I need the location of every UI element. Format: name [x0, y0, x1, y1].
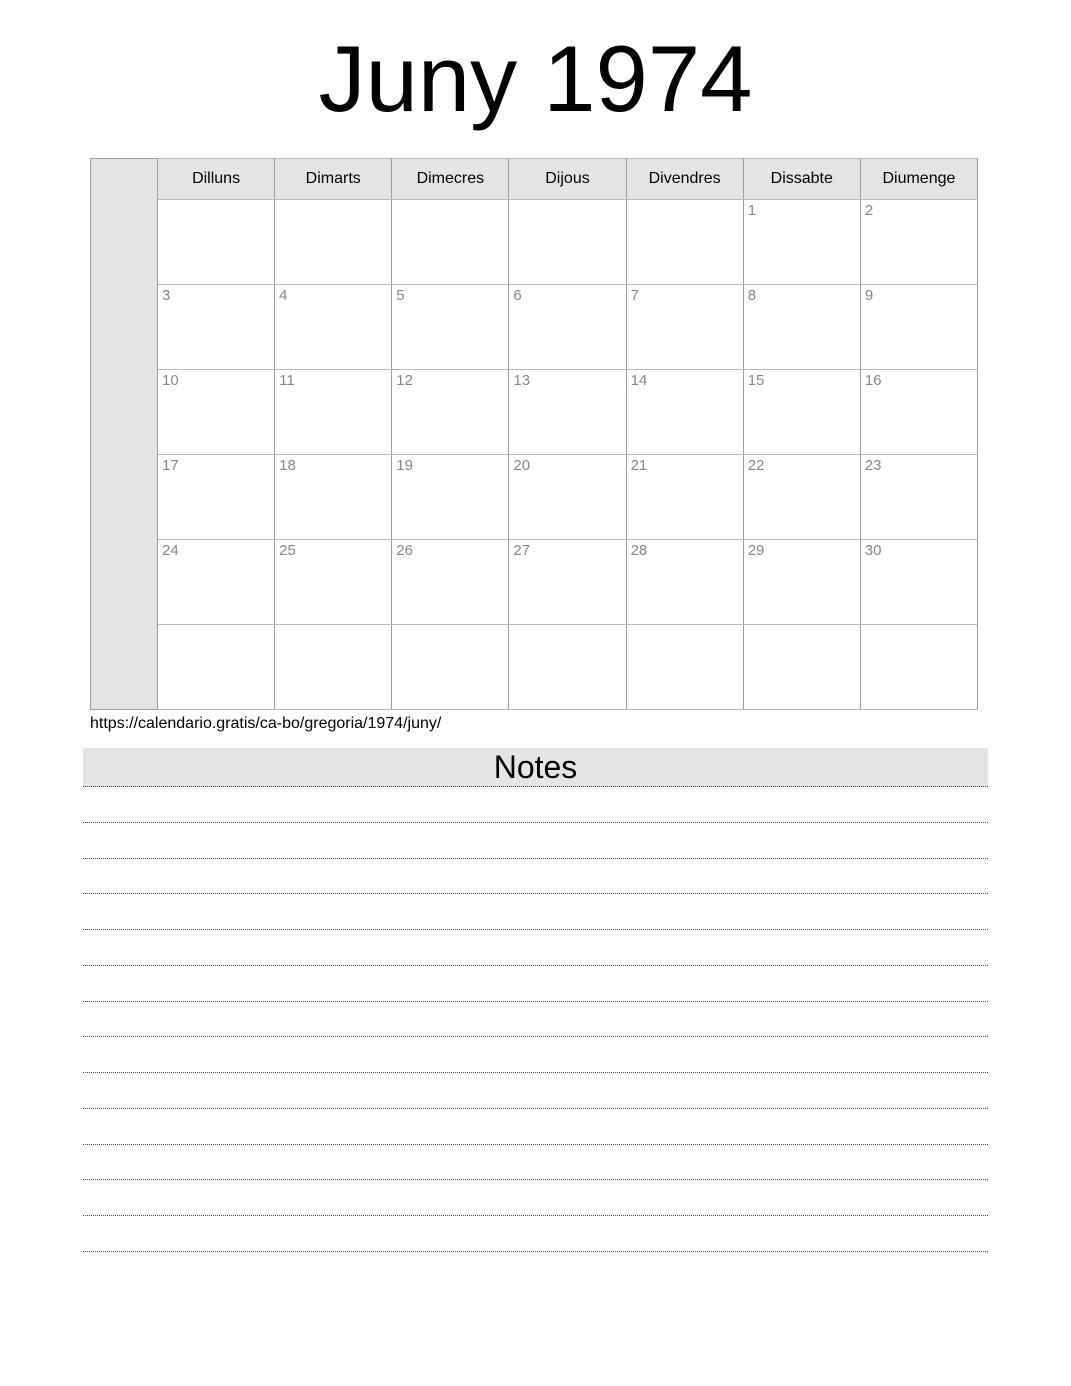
notes-ruled-line: [83, 1037, 988, 1073]
notes-header-bar: [83, 748, 988, 787]
weekday-header-thursday: Dijous: [509, 159, 626, 200]
weekday-header-monday: Dilluns: [158, 159, 275, 200]
weekday-header-friday: Divendres: [626, 159, 743, 200]
weekday-header-row: [91, 159, 978, 200]
notes-ruled-line: [83, 966, 988, 1002]
day-cell: 1: [743, 200, 860, 285]
day-cell: 20: [509, 455, 626, 540]
notes-ruled-line: [83, 823, 988, 859]
day-cell: 12: [392, 370, 509, 455]
notes-ruled-line: [83, 1216, 988, 1252]
day-cell: 29: [743, 540, 860, 625]
notes-ruled-line: [83, 787, 988, 823]
day-cell: 26: [392, 540, 509, 625]
day-cell: 24: [158, 540, 275, 625]
day-cell: 13: [509, 370, 626, 455]
day-cell: [392, 625, 509, 710]
source-url-text: https://calendario.gratis/ca-bo/gregoria/1974/juny/: [90, 715, 442, 732]
day-cell: [626, 200, 743, 285]
page-title: Juny 1974: [318, 26, 753, 131]
day-cell: 23: [860, 455, 977, 540]
notes-ruled-line: [83, 1145, 988, 1181]
day-cell: 22: [743, 455, 860, 540]
day-cell: 19: [392, 455, 509, 540]
day-cell: [743, 625, 860, 710]
day-cell: [158, 200, 275, 285]
day-cell: 5: [392, 285, 509, 370]
calendar-table: [90, 158, 978, 710]
notes-title: Notes: [493, 749, 578, 785]
notes-ruled-line: [83, 1109, 988, 1145]
day-cell: 21: [626, 455, 743, 540]
notes-ruled-line: [83, 1002, 988, 1038]
day-cell: 14: [626, 370, 743, 455]
day-cell: 2: [860, 200, 977, 285]
calendar-left-spacer: [91, 159, 158, 710]
day-cell: 8: [743, 285, 860, 370]
day-cell: 30: [860, 540, 977, 625]
day-cell: 17: [158, 455, 275, 540]
notes-ruled-line: [83, 894, 988, 930]
day-cell: [860, 625, 977, 710]
weekday-header-tuesday: Dimarts: [275, 159, 392, 200]
day-cell: 15: [743, 370, 860, 455]
day-cell: 28: [626, 540, 743, 625]
calendar-week-row: [91, 540, 978, 625]
calendar-week-row: [91, 285, 978, 370]
notes-lines-area: [83, 787, 988, 1252]
day-cell: 18: [275, 455, 392, 540]
calendar-week-row: [91, 370, 978, 455]
notes-ruled-line: [83, 1180, 988, 1216]
day-cell: [275, 625, 392, 710]
weekday-header-saturday: Dissabte: [743, 159, 860, 200]
day-cell: [392, 200, 509, 285]
day-cell: 3: [158, 285, 275, 370]
day-cell: 6: [509, 285, 626, 370]
calendar-week-row-empty: [91, 625, 978, 710]
calendar-week-row: [91, 200, 978, 285]
notes-ruled-line: [83, 859, 988, 895]
day-cell: [626, 625, 743, 710]
day-cell: 27: [509, 540, 626, 625]
calendar-week-row: [91, 455, 978, 540]
day-cell: 7: [626, 285, 743, 370]
notes-ruled-line: [83, 930, 988, 966]
notes-ruled-line: [83, 1073, 988, 1109]
day-cell: [509, 200, 626, 285]
day-cell: 9: [860, 285, 977, 370]
day-cell: 11: [275, 370, 392, 455]
weekday-header-wednesday: Dimecres: [392, 159, 509, 200]
day-cell: [275, 200, 392, 285]
day-cell: 16: [860, 370, 977, 455]
day-cell: 4: [275, 285, 392, 370]
weekday-header-sunday: Diumenge: [860, 159, 977, 200]
day-cell: [158, 625, 275, 710]
day-cell: [509, 625, 626, 710]
day-cell: 10: [158, 370, 275, 455]
day-cell: 25: [275, 540, 392, 625]
